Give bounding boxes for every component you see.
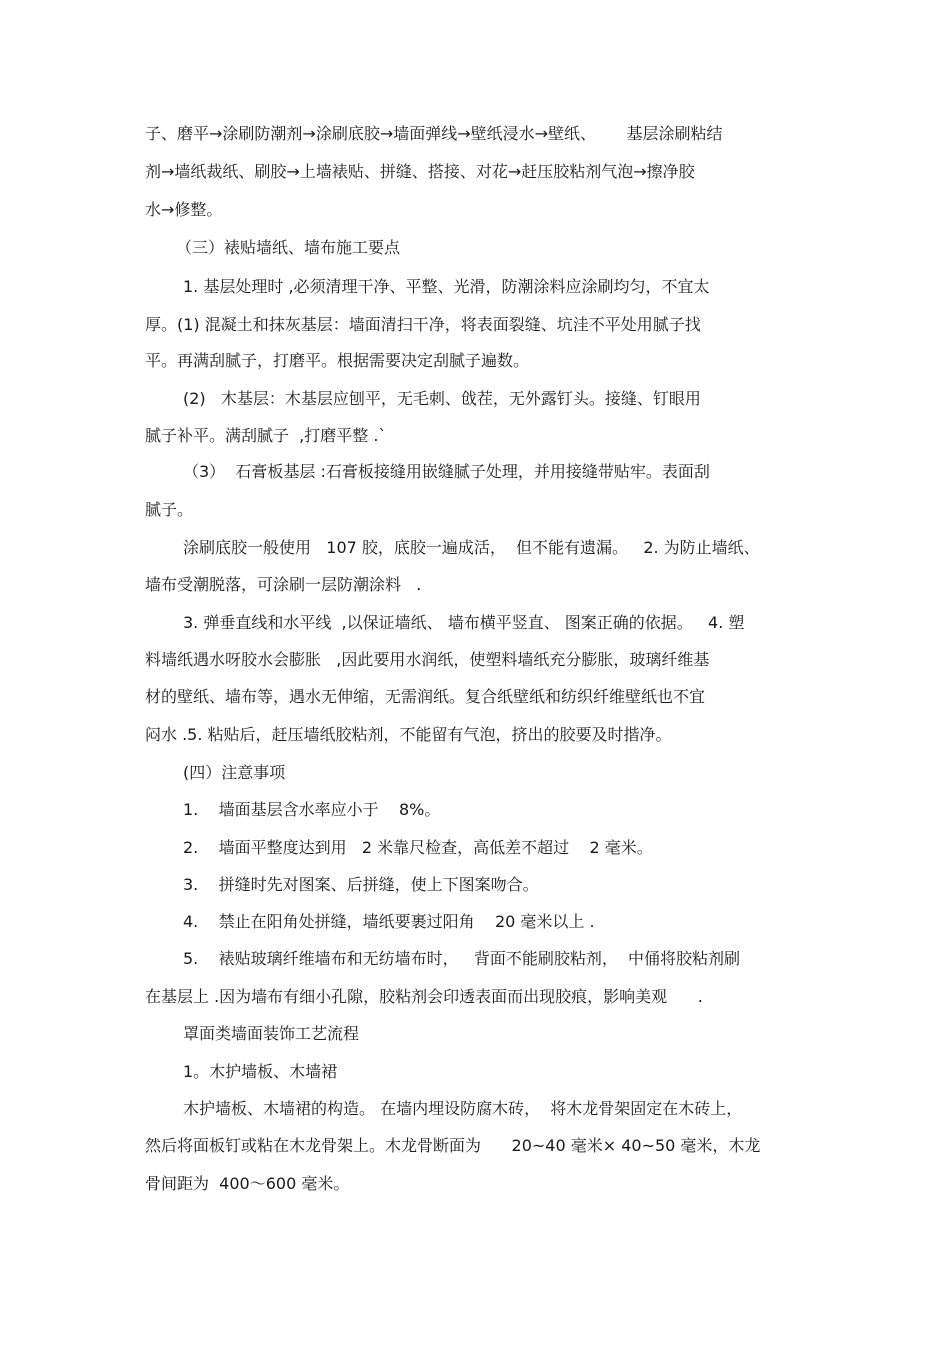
text-line: 剂→墙纸裁纸、刷胶→上墙裱贴、拼缝、搭接、对花→赶压胶粘剂气泡→擦净胶 (145, 162, 695, 181)
list-item: 2. 墙面平整度达到用 2 米靠尺检查，高低差不超过 2 毫米。 (183, 838, 653, 857)
text-line: 腻子补平。满刮腻子 ,打磨平整 .` (145, 426, 387, 445)
text-line: 骨间距为 400～600 毫米。 (145, 1174, 350, 1193)
list-item: 5. 裱贴玻璃纤维墙布和无纺墙布时， 背面不能刷胶粘剂， 中俑将胶粘剂刷 (183, 949, 741, 968)
text-line: 木护墙板、木墙裙的构造。 在墙内埋设防腐木砖， 将木龙骨架固定在木砖上， (183, 1099, 743, 1118)
sub-heading: 1。木护墙板、木墙裙 (183, 1062, 338, 1081)
text-line: 涂刷底胶一般使用 107 胶，底胶一遍成活， 但不能有遗漏。 2. 为防止墙纸、 (183, 538, 760, 557)
list-item: 1. 墙面基层含水率应小于 8%。 (183, 800, 441, 819)
text-line: 在基层上 .因为墙布有细小孔隙，胶粘剂会印透表面而出现胶痕，影响美观 . (145, 987, 703, 1006)
text-line: 3. 弹垂直线和水平线 ,以保证墙纸、 墙布横平竖直、 图案正确的依据。 4. 塑 (183, 613, 745, 632)
text-line: 1. 基层处理时 ,必须清理干净、平整、光滑，防潮涂料应涂刷均匀，不宜太 (183, 277, 710, 296)
section-heading: (四）注意事项 (183, 763, 286, 782)
text-line: 然后将面板钉或粘在木龙骨架上。木龙骨断面为 20~40 毫米× 40~50 毫米，木龙 (145, 1136, 761, 1155)
text-line: 腻子。 (145, 500, 194, 519)
text-line: 厚。(1) 混凝土和抹灰基层：墙面清扫干净，将表面裂缝、坑洼不平处用腻子找 (145, 315, 701, 334)
list-item: 4. 禁止在阳角处拼缝，墙纸要裹过阳角 20 毫米以上 . (183, 912, 595, 931)
text-line: 水→修整。 (145, 200, 223, 219)
text-line: 材的壁纸、墙布等，遇水无伸缩，无需润纸。复合纸壁纸和纺织纤维壁纸也不宜 (145, 687, 706, 706)
text-line: 子、磨平→涂刷防潮剂→涂刷底胶→墙面弹线→壁纸浸水→壁纸、 基层涂刷粘结 (145, 124, 723, 143)
text-line: 料墙纸遇水呀胶水会膨胀 ,因此要用水润纸，使塑料墙纸充分膨胀，玻璃纤维基 (145, 650, 710, 669)
section-heading: （三）裱贴墙纸、墙布施工要点 (176, 238, 401, 257)
text-line: （3） 石膏板基层 :石膏板接缝用嵌缝腻子处理，并用接缝带贴牢。表面刮 (183, 462, 710, 481)
text-line: 墙布受潮脱落，可涂刷一层防潮涂料 . (145, 575, 422, 594)
text-line: 闷水 .5. 粘贴后，赶压墙纸胶粘剂，不能留有气泡，挤出的胶要及时揩净。 (145, 725, 672, 744)
text-line: 平。再满刮腻子，打磨平。根据需要决定刮腻子遍数。 (145, 351, 530, 370)
text-line: (2) 木基层：木基层应刨平，无毛刺、戗茬，无外露钉头。接缝、钉眼用 (183, 389, 701, 408)
list-item: 3. 拼缝时先对图案、后拼缝，使上下图案吻合。 (183, 875, 539, 894)
section-heading: 罩面类墙面装饰工艺流程 (183, 1024, 360, 1043)
